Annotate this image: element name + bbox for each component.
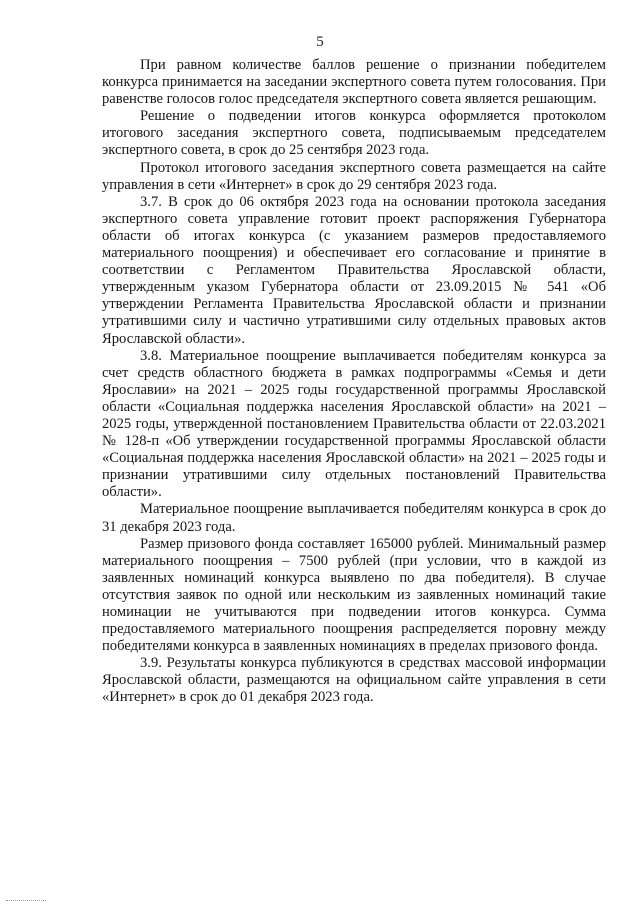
paragraph-3-9: 3.9. Результаты конкурса публикуются в средствах массовой информации Ярославской области, размещаются на официальном сайте управления в сети «Интернет» в срок до 01 декабря 2023 года. <box>102 655 606 706</box>
paragraph-3-8: 3.8. Материальное поощрение выплачивается победителям конкурса за счет средств областного бюджета в рамках подпрограммы «Семья и дети Ярославии» на 2021 – 2025 годы государственной программы Ярославской области «Социальная поддержка населения Ярославской области» на 2021 – 2025 годы, утвержденной постановлением Правительства области от 22.03.2021 № 128-п «Об утверждении государственной программы Ярославской области «Социальная поддержка населения Ярославской области» на 2021 – 2025 годы и признании утратившими силу отдельных постановлений Правительства области». <box>102 347 606 501</box>
paragraph-tie-vote: При равном количестве баллов решение о признании победителем конкурса принимается на заседании экспертного совета путем голосования. При равенстве голосов голос председателя экспертного совета является решающим. <box>102 57 606 108</box>
scan-edge-mark <box>6 898 46 901</box>
paragraph-protocol-publication: Протокол итогового заседания экспертного совета размещается на сайте управления в сети «Интернет» в срок до 29 сентября 2023 года. <box>102 159 606 193</box>
paragraph-protocol-decision: Решение о подведении итогов конкурса оформляется протоколом итогового заседания экспертного совета, подписываемым председателем экспертного совета, в срок до 25 сентября 2023 года. <box>102 108 606 159</box>
paragraph-prize-fund: Размер призового фонда составляет 165000 рублей. Минимальный размер материального поощрения – 7500 рублей (при условии, что в каждой из заявленных номинаций конкурса выявлено по два победителя). В случае отсутствия заявок по одной или нескольким из заявленных номинаций такие номинации не учитываются при подведении итогов конкурса. Сумма предоставляемого материального поощрения распределяется поровну между победителями конкурса в заявленных номинациях в пределах призового фонда. <box>102 535 606 655</box>
document-body <box>102 57 606 707</box>
paragraph-3-7: 3.7. В срок до 06 октября 2023 года на основании протокола заседания экспертного совета управление готовит проект распоряжения Губернатора области об итогах конкурса (с указанием размеров предоставляемого материального поощрения) и обеспечивает его согласование и принятие в соответствии с Регламентом Правительства Ярославской области, утвержденным указом Губернатора области от 23.09.2015 № 541 «Об утверждении Регламента Правительства Ярославской области и признании утратившими силу и частично утратившими силу отдельных правовых актов Ярославской области». <box>102 193 606 347</box>
paragraph-payment-deadline: Материальное поощрение выплачивается победителям конкурса в срок до 31 декабря 2023 года. <box>102 501 606 535</box>
page-number: 5 <box>316 34 324 50</box>
